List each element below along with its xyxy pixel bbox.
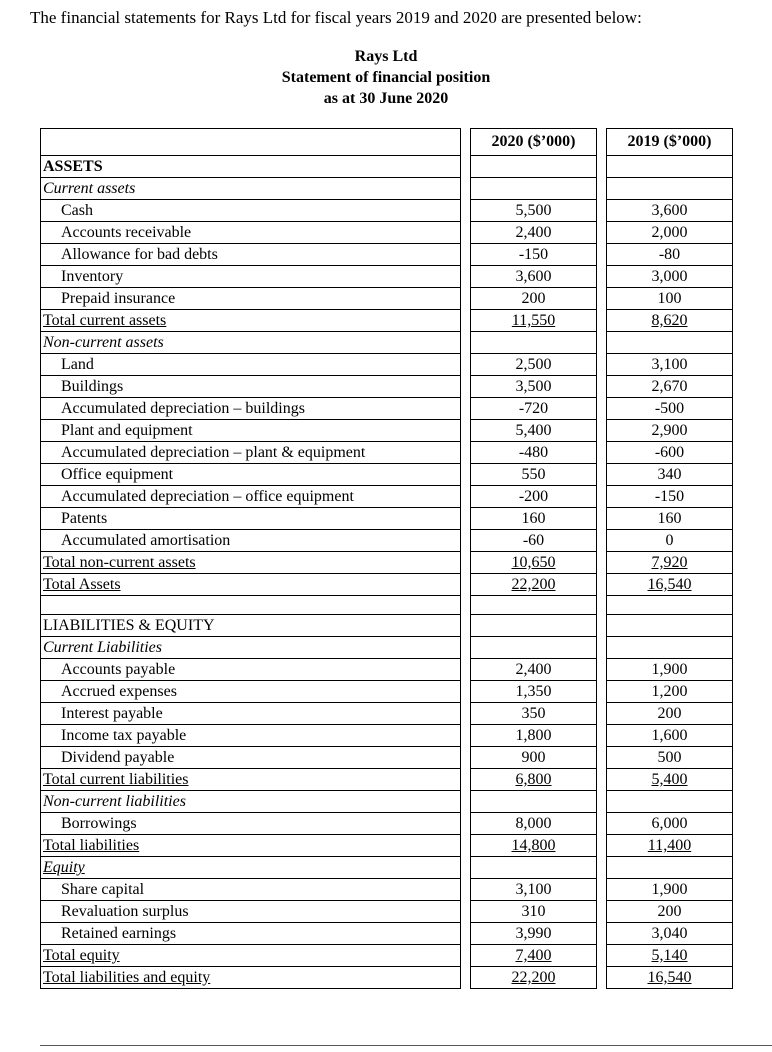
total-assets-label: Total Assets xyxy=(43,576,121,593)
spacer-row xyxy=(41,596,733,615)
total-current-assets-2019: 8,620 xyxy=(651,312,688,329)
line-item-row xyxy=(41,464,733,486)
total-noncurrent-assets-label: Total non-current assets xyxy=(43,554,196,571)
line-item-row xyxy=(41,703,733,725)
line-item-value-2020: 1,800 xyxy=(471,725,597,747)
header-row xyxy=(41,129,733,156)
line-item-label: Prepaid insurance xyxy=(61,290,176,307)
total-current-liabilities-2019: 5,400 xyxy=(651,771,688,788)
current-assets-heading: Current assets xyxy=(41,178,461,200)
subheading-row xyxy=(41,332,733,354)
line-item-row xyxy=(41,486,733,508)
total-row xyxy=(41,967,733,989)
line-item-row xyxy=(41,244,733,266)
line-item-row xyxy=(41,508,733,530)
total-current-assets-2020: 11,550 xyxy=(511,312,556,329)
line-item-value-2019: 1,900 xyxy=(607,879,733,901)
line-item-value-2019: 2,000 xyxy=(607,222,733,244)
line-item-label: Share capital xyxy=(61,881,145,898)
line-item-value-2019: 1,900 xyxy=(607,659,733,681)
line-item-row xyxy=(41,879,733,901)
line-item-value-2020: -200 xyxy=(471,486,597,508)
line-item-value-2020: 350 xyxy=(471,703,597,725)
total-noncurrent-assets-2019: 7,920 xyxy=(651,554,688,571)
line-item-row xyxy=(41,725,733,747)
line-item-value-2019: 3,100 xyxy=(607,354,733,376)
line-item-row xyxy=(41,200,733,222)
line-item-label: Retained earnings xyxy=(61,925,177,942)
company-name: Rays Ltd xyxy=(354,48,418,65)
line-item-value-2019: 2,670 xyxy=(607,376,733,398)
total-current-liabilities-label: Total current liabilities xyxy=(43,771,189,788)
line-item-value-2019: -600 xyxy=(607,442,733,464)
total-equity-2020: 7,400 xyxy=(515,947,552,964)
line-item-label: Allowance for bad debts xyxy=(61,246,218,263)
line-item-value-2019: -500 xyxy=(607,398,733,420)
line-item-label: Accrued expenses xyxy=(61,683,177,700)
line-item-value-2020: 3,100 xyxy=(471,879,597,901)
line-item-value-2020: -150 xyxy=(471,244,597,266)
line-item-label: Dividend payable xyxy=(61,749,175,766)
line-item-row xyxy=(41,288,733,310)
line-item-label: Office equipment xyxy=(61,466,174,483)
subheading-row xyxy=(41,791,733,813)
line-item-row xyxy=(41,659,733,681)
line-item-value-2020: 2,500 xyxy=(471,354,597,376)
line-item-row xyxy=(41,813,733,835)
total-row xyxy=(41,552,733,574)
total-row xyxy=(41,769,733,791)
assets-heading: ASSETS xyxy=(41,156,461,178)
financial-position-table xyxy=(40,128,733,989)
line-item-label: Cash xyxy=(61,202,93,219)
line-item-value-2020: 550 xyxy=(471,464,597,486)
section-heading-row xyxy=(41,156,733,178)
line-item-label: Revaluation surplus xyxy=(61,903,189,920)
total-liabilities-equity-2019: 16,540 xyxy=(647,969,692,986)
line-item-row xyxy=(41,442,733,464)
line-item-label: Accumulated amortisation xyxy=(61,532,231,549)
total-row xyxy=(41,835,733,857)
header-label-cell xyxy=(41,129,461,156)
statement-title: Statement of financial position xyxy=(281,69,491,86)
line-item-label: Income tax payable xyxy=(61,727,187,744)
total-current-liabilities-2020: 6,800 xyxy=(515,771,552,788)
line-item-value-2019: 1,200 xyxy=(607,681,733,703)
section-heading-row xyxy=(41,615,733,637)
subheading-row xyxy=(41,637,733,659)
line-item-value-2020: 310 xyxy=(471,901,597,923)
line-item-value-2019: -150 xyxy=(607,486,733,508)
line-item-label: Accumulated depreciation – buildings xyxy=(61,400,305,417)
line-item-value-2020: 3,500 xyxy=(471,376,597,398)
line-item-value-2019: -80 xyxy=(607,244,733,266)
line-item-value-2020: 8,000 xyxy=(471,813,597,835)
line-item-row xyxy=(41,398,733,420)
line-item-value-2020: -720 xyxy=(471,398,597,420)
line-item-label: Accounts payable xyxy=(61,661,176,678)
line-item-value-2019: 200 xyxy=(607,901,733,923)
total-liabilities-2020: 14,800 xyxy=(511,837,556,854)
line-item-value-2020: 900 xyxy=(471,747,597,769)
intro-text: The financial statements for Rays Ltd for fiscal years 2019 and 2020 are presented below: xyxy=(30,8,642,27)
statement-date: as at 30 June 2020 xyxy=(323,90,449,107)
line-item-label: Accumulated depreciation – office equipment xyxy=(61,488,354,505)
line-item-row xyxy=(41,266,733,288)
line-item-value-2019: 340 xyxy=(607,464,733,486)
line-item-value-2019: 500 xyxy=(607,747,733,769)
total-row xyxy=(41,945,733,967)
line-item-label: Accounts receivable xyxy=(61,224,192,241)
total-equity-label: Total equity xyxy=(43,947,120,964)
line-item-label: Accumulated depreciation – plant & equipment xyxy=(61,444,366,461)
line-item-row xyxy=(41,747,733,769)
total-assets-2019: 16,540 xyxy=(647,576,692,593)
line-item-value-2020: 160 xyxy=(471,508,597,530)
line-item-value-2020: 2,400 xyxy=(471,222,597,244)
current-liabilities-heading: Current Liabilities xyxy=(41,637,461,659)
line-item-row xyxy=(41,923,733,945)
line-item-label: Buildings xyxy=(61,378,124,395)
line-item-row xyxy=(41,376,733,398)
line-item-label: Borrowings xyxy=(61,815,137,832)
total-row xyxy=(41,310,733,332)
total-liabilities-label: Total liabilities xyxy=(43,837,140,854)
line-item-value-2019: 100 xyxy=(607,288,733,310)
line-item-value-2019: 2,900 xyxy=(607,420,733,442)
line-item-value-2019: 160 xyxy=(607,508,733,530)
line-item-row xyxy=(41,222,733,244)
liabilities-equity-heading: LIABILITIES & EQUITY xyxy=(41,615,461,637)
line-item-value-2020: -480 xyxy=(471,442,597,464)
line-item-value-2019: 0 xyxy=(607,530,733,552)
line-item-value-2020: 5,400 xyxy=(471,420,597,442)
line-item-label: Land xyxy=(61,356,94,373)
subheading-row xyxy=(41,178,733,200)
line-item-value-2019: 200 xyxy=(607,703,733,725)
total-noncurrent-assets-2020: 10,650 xyxy=(511,554,556,571)
line-item-label: Patents xyxy=(61,510,108,527)
line-item-row xyxy=(41,420,733,442)
line-item-label: Inventory xyxy=(61,268,124,285)
line-item-row xyxy=(41,901,733,923)
line-item-label: Plant and equipment xyxy=(61,422,193,439)
line-item-row xyxy=(41,354,733,376)
line-item-value-2019: 1,600 xyxy=(607,725,733,747)
col-header-2020: 2020 ($’000) xyxy=(471,129,597,156)
footer-divider xyxy=(40,1045,772,1046)
line-item-value-2019: 3,000 xyxy=(607,266,733,288)
line-item-value-2020: 2,400 xyxy=(471,659,597,681)
line-item-value-2020: 3,990 xyxy=(471,923,597,945)
line-item-value-2019: 3,040 xyxy=(607,923,733,945)
col-header-2019: 2019 ($’000) xyxy=(607,129,733,156)
subheading-row xyxy=(41,857,733,879)
equity-heading: Equity xyxy=(43,859,85,876)
noncurrent-assets-heading: Non-current assets xyxy=(41,332,461,354)
line-item-value-2019: 3,600 xyxy=(607,200,733,222)
total-liabilities-equity-label: Total liabilities and equity xyxy=(43,969,211,986)
line-item-value-2020: 200 xyxy=(471,288,597,310)
noncurrent-liabilities-heading: Non-current liabilities xyxy=(41,791,461,813)
total-liabilities-equity-2020: 22,200 xyxy=(511,969,556,986)
line-item-row xyxy=(41,681,733,703)
total-row xyxy=(41,574,733,596)
statement-heading xyxy=(0,46,772,109)
line-item-value-2020: 1,350 xyxy=(471,681,597,703)
line-item-value-2020: -60 xyxy=(471,530,597,552)
total-assets-2020: 22,200 xyxy=(511,576,556,593)
line-item-row xyxy=(41,530,733,552)
line-item-value-2019: 6,000 xyxy=(607,813,733,835)
total-equity-2019: 5,140 xyxy=(651,947,688,964)
line-item-value-2020: 5,500 xyxy=(471,200,597,222)
line-item-label: Interest payable xyxy=(61,705,163,722)
line-item-value-2020: 3,600 xyxy=(471,266,597,288)
total-liabilities-2019: 11,400 xyxy=(647,837,692,854)
total-current-assets-label: Total current assets xyxy=(43,312,167,329)
